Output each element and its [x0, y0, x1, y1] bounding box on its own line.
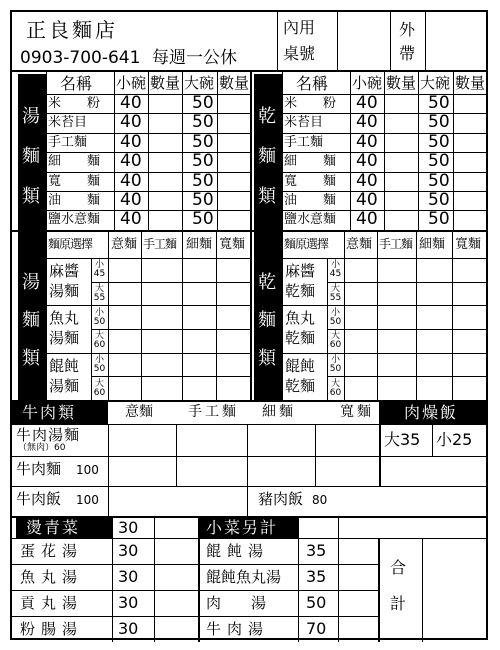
beef-rice-price: 100 [76, 493, 99, 507]
soup-item-large-qty[interactable] [218, 172, 250, 191]
soup-item-large-qty[interactable] [218, 152, 250, 171]
soup-header-small: 小碗 [116, 74, 147, 92]
soup-choice-name-2: 湯麵 [49, 376, 80, 395]
soup-item-name: 米 粉 [48, 96, 101, 111]
size-price: 45 [329, 269, 342, 280]
takeout-label-2: 帶 [399, 44, 416, 63]
pork-rice-name: 豬肉飯 [258, 490, 304, 508]
dry-choice-large[interactable] [327, 330, 344, 353]
soup-choice-large[interactable] [91, 330, 108, 353]
soup-item-small-qty[interactable] [149, 210, 182, 229]
sides-title: 小菜另計 [206, 518, 279, 537]
shop-phone: 0903-700-641 [20, 48, 141, 68]
soup-item-large-qty[interactable] [218, 191, 250, 210]
dry-choice-small[interactable] [327, 259, 344, 282]
dry-choice-small[interactable] [327, 354, 344, 377]
soup-choice-large[interactable] [91, 283, 108, 306]
soup-item-large-qty[interactable] [218, 133, 250, 152]
soup-item-name: 細 麵 [48, 154, 101, 170]
side-item-qty[interactable] [339, 538, 378, 564]
dry-title-3: 類 [258, 186, 276, 207]
dry-item-large-price: 50 [428, 190, 450, 210]
side-item-price: 35 [306, 541, 327, 560]
dry-choice-line [282, 305, 488, 306]
beef-title: 牛肉類 [22, 403, 77, 422]
side-item-price: 50 [306, 593, 327, 612]
choice-header-select: 麵原選擇 [48, 237, 93, 251]
dry-choice-mid-line [344, 329, 488, 330]
side-item-name: 餛飩魚丸湯 [206, 568, 282, 586]
soup-choice-title-2: 麵 [22, 310, 40, 331]
dry-title-2: 麵 [258, 146, 276, 167]
size-label: 大 [94, 283, 104, 294]
soup-header-qty1: 數量 [150, 74, 181, 92]
beef-soup-name: 牛肉湯麵 [16, 426, 81, 444]
takeout-checkbox[interactable] [426, 12, 488, 70]
soup-item-large-qty[interactable] [218, 94, 250, 113]
greens-item-price: 30 [118, 541, 139, 560]
dry-item-small-qty[interactable] [385, 133, 418, 152]
soup-item-large-price: 50 [192, 151, 214, 172]
greens-item-qty[interactable] [155, 616, 198, 642]
dry-header-qty2: 數量 [455, 74, 486, 92]
soup-choice-title-1: 湯 [22, 272, 40, 293]
dry-item-large-qty[interactable] [454, 133, 486, 152]
soup-choice-small[interactable] [91, 306, 108, 329]
soup-item-large-price: 50 [192, 112, 214, 133]
dry-title-1: 乾 [258, 106, 276, 127]
dry-item-small-price: 40 [356, 170, 378, 191]
dry-item-small-qty[interactable] [385, 210, 418, 229]
soup-item-large-price: 50 [192, 93, 214, 113]
choice-header-yimian-dry: 意麵 [346, 237, 373, 252]
dry-item-large-qty[interactable] [454, 210, 486, 229]
size-price: 45 [93, 269, 106, 280]
soup-item-small-price: 40 [120, 112, 142, 133]
size-price: 60 [93, 340, 106, 351]
side-item-name: 餛飩湯 [206, 542, 270, 560]
dry-item-large-price: 50 [428, 209, 450, 230]
shop-name: 正良麵店 [26, 18, 118, 42]
dry-item-small-price: 40 [356, 190, 378, 210]
side-item-name: 牛肉湯 [206, 620, 270, 638]
soup-choice-name-1: 餛飩 [49, 356, 80, 375]
closed-day: 每週一公休 [152, 48, 237, 68]
greens-item-price: 30 [118, 593, 139, 612]
beef-col-yimian: 意麵 [125, 404, 153, 420]
soup-item-small-qty[interactable] [149, 191, 182, 210]
soup-item-name: 鹽水意麵 [48, 212, 101, 228]
choice-header-select-dry: 麵原選擇 [284, 237, 329, 251]
side-item-name: 肉 湯 [206, 594, 267, 612]
dry-item-small-qty[interactable] [385, 94, 418, 113]
beef-col-thin: 細麵 [262, 404, 296, 420]
soup-item-large-qty[interactable] [218, 113, 250, 132]
dry-item-small-qty[interactable] [385, 152, 418, 171]
beef-noodle-name: 牛肉麵 [16, 460, 62, 478]
soup-item-name: 米苔目 [48, 115, 88, 131]
dry-choice-title-3: 類 [258, 348, 276, 369]
soup-item-small-price: 40 [120, 209, 142, 230]
choice-header-wide-dry: 寬麵 [455, 237, 482, 252]
soup-choice-name-1: 魚丸 [49, 309, 80, 328]
size-price: 55 [93, 292, 106, 303]
dry-item-name: 鹽水意麵 [284, 212, 337, 228]
dry-choice-small[interactable] [327, 306, 344, 329]
dry-choice-large[interactable] [327, 377, 344, 400]
dine-in-label: 內用 [283, 18, 316, 37]
total-label-2: 計 [390, 594, 407, 613]
soup-choice-small[interactable] [91, 354, 108, 377]
size-label: 小 [330, 260, 340, 271]
dry-header-small: 小碗 [352, 74, 383, 92]
soup-item-large-price: 50 [192, 131, 214, 152]
soup-item-small-price: 40 [120, 190, 142, 210]
soup-header-large: 大碗 [184, 74, 215, 92]
soup-item-small-price: 40 [120, 151, 142, 172]
dry-item-small-price: 40 [356, 112, 378, 133]
size-price: 60 [329, 340, 342, 351]
size-price: 60 [329, 387, 342, 398]
dry-choice-name-2: 乾麵 [285, 282, 316, 300]
size-price: 50 [93, 363, 106, 374]
takeout-label-1: 外 [399, 20, 416, 39]
dry-header-large: 大碗 [420, 74, 451, 92]
dry-item-small-qty[interactable] [385, 191, 418, 210]
soup-header-name: 名稱 [60, 74, 93, 93]
dry-item-large-price: 50 [428, 112, 450, 133]
soup-item-small-price: 40 [120, 93, 142, 113]
beef-soup-note: （無肉）60 [18, 443, 66, 453]
size-label: 大 [330, 331, 340, 342]
dry-choice-title-2: 麵 [258, 310, 276, 331]
dry-item-large-qty[interactable] [454, 94, 486, 113]
dry-item-name: 油 麵 [284, 193, 337, 208]
dry-choice-name-1: 魚丸 [285, 309, 316, 328]
greens-item-qty[interactable] [155, 590, 198, 616]
total-label-1: 合 [390, 558, 407, 577]
greens-item-qty[interactable] [155, 538, 198, 564]
side-item-qty[interactable] [339, 616, 378, 642]
size-label: 大 [94, 331, 104, 342]
size-price: 50 [329, 363, 342, 374]
soup-item-small-qty[interactable] [149, 172, 182, 191]
rou-zao-small[interactable]: 小25 [436, 430, 473, 449]
soup-choice-mid-line [108, 282, 250, 283]
soup-choice-large[interactable] [91, 377, 108, 400]
dry-item-small-price: 40 [356, 131, 378, 152]
soup-item-small-price: 40 [120, 131, 142, 152]
dry-item-large-price: 50 [428, 151, 450, 172]
greens-price: 30 [118, 518, 139, 537]
soup-title-3: 類 [22, 186, 40, 207]
greens-item-name: 貢丸湯 [20, 594, 84, 612]
dry-choice-large[interactable] [327, 283, 344, 306]
dry-choice-name-2: 乾麵 [285, 376, 316, 395]
choice-header-wide: 寬麵 [219, 237, 246, 252]
soup-choice-line [46, 305, 250, 306]
size-label: 大 [330, 378, 340, 389]
side-item-price: 70 [306, 619, 327, 638]
soup-item-large-price: 50 [192, 209, 214, 230]
soup-item-small-price: 40 [120, 170, 142, 191]
soup-item-large-qty[interactable] [218, 210, 250, 229]
beef-col-handmade: 手工麵 [188, 404, 239, 420]
dry-item-name: 米 粉 [284, 96, 337, 111]
choice-header-thin: 細麵 [186, 237, 213, 252]
soup-item-small-qty[interactable] [149, 133, 182, 152]
side-item-qty[interactable] [339, 564, 378, 590]
soup-item-large-price: 50 [192, 190, 214, 210]
greens-item-name: 粉腸湯 [20, 620, 84, 638]
soup-choice-name-1: 麻醬 [49, 262, 80, 280]
dry-item-name: 細 麵 [284, 154, 337, 170]
dry-item-small-qty[interactable] [385, 113, 418, 132]
dry-item-large-price: 50 [428, 93, 450, 113]
dry-item-large-price: 50 [428, 170, 450, 191]
soup-choice-title-3: 類 [22, 348, 40, 369]
size-price: 50 [329, 316, 342, 327]
size-label: 小 [94, 260, 104, 271]
side-item-qty[interactable] [339, 590, 378, 616]
soup-item-small-qty[interactable] [149, 113, 182, 132]
soup-item-small-qty[interactable] [149, 94, 182, 113]
dry-item-large-qty[interactable] [454, 172, 486, 191]
table-no-field[interactable] [338, 12, 390, 70]
size-label: 小 [94, 354, 104, 365]
greens-item-price: 30 [118, 619, 139, 638]
beef-rice-name: 牛肉飯 [16, 490, 62, 508]
greens-item-price: 30 [118, 567, 139, 586]
greens-item-name: 蛋花湯 [20, 542, 84, 560]
dry-choice-mid-line [344, 282, 488, 283]
beef-noodle-price: 100 [76, 463, 99, 477]
soup-choice-mid-line [108, 329, 250, 330]
rou-zao-title: 肉燥飯 [404, 403, 459, 422]
soup-choice-name-2: 湯麵 [49, 282, 80, 300]
dry-item-large-price: 50 [428, 131, 450, 152]
choice-header-thin-dry: 細麵 [419, 237, 446, 252]
side-item-price: 35 [306, 567, 327, 586]
soup-item-small-qty[interactable] [149, 152, 182, 171]
size-label: 小 [94, 307, 104, 318]
dry-choice-title-1: 乾 [258, 272, 276, 293]
choice-header-handmade: 手工麵 [143, 237, 177, 251]
dry-item-small-price: 40 [356, 93, 378, 113]
size-price: 60 [93, 387, 106, 398]
dry-choice-name-1: 麻醬 [285, 262, 316, 280]
greens-title: 燙青菜 [26, 518, 81, 537]
total-field[interactable] [423, 539, 487, 641]
dry-item-name: 米苔目 [284, 115, 324, 131]
choice-header-handmade-dry: 手工麵 [379, 237, 413, 251]
dry-header-qty1: 數量 [386, 74, 417, 92]
soup-item-name: 寬 麵 [48, 173, 101, 189]
size-label: 小 [330, 354, 340, 365]
dry-item-large-qty[interactable] [454, 191, 486, 210]
order-form [10, 10, 488, 640]
rou-zao-large[interactable]: 大35 [384, 430, 421, 449]
choice-header-yimian: 意麵 [111, 237, 138, 252]
soup-item-name: 油 麵 [48, 193, 101, 208]
greens-item-name: 魚丸湯 [20, 568, 84, 586]
dry-item-small-price: 40 [356, 151, 378, 172]
dry-choice-name-1: 餛飩 [285, 356, 316, 375]
dry-item-small-qty[interactable] [385, 172, 418, 191]
soup-item-name: 手工麵 [48, 134, 88, 150]
soup-item-large-price: 50 [192, 170, 214, 191]
beef-col-wide: 寬麵 [340, 404, 374, 420]
dry-choice-name-2: 乾麵 [285, 329, 316, 348]
size-label: 小 [330, 307, 340, 318]
soup-choice-small[interactable] [91, 259, 108, 282]
soup-header-qty2: 數量 [219, 74, 250, 92]
dry-item-large-qty[interactable] [454, 152, 486, 171]
pork-rice-price: 80 [312, 493, 328, 507]
dry-item-large-qty[interactable] [454, 113, 486, 132]
size-label: 大 [94, 378, 104, 389]
soup-choice-line [46, 353, 250, 354]
table-no-label: 桌號 [283, 44, 316, 63]
soup-choice-name-2: 湯麵 [49, 329, 80, 348]
dry-header-name: 名稱 [296, 74, 329, 93]
dry-item-name: 寬 麵 [284, 173, 337, 189]
size-price: 50 [93, 316, 106, 327]
dry-choice-line [282, 353, 488, 354]
dry-item-name: 手工麵 [284, 134, 324, 150]
size-label: 大 [330, 283, 340, 294]
soup-choice-mid-line [108, 376, 250, 377]
soup-title-2: 麵 [22, 146, 40, 167]
soup-title-1: 湯 [22, 106, 40, 127]
size-price: 55 [329, 292, 342, 303]
greens-item-qty[interactable] [155, 564, 198, 590]
dry-item-small-price: 40 [356, 209, 378, 230]
dry-choice-mid-line [344, 376, 488, 377]
